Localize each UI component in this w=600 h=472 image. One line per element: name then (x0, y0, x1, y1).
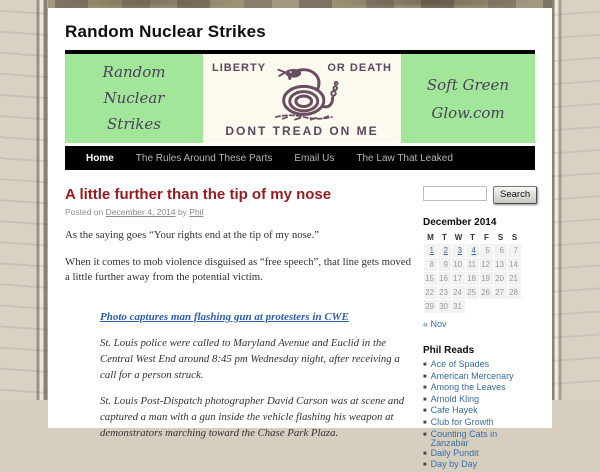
calendar-empty-cell (508, 300, 521, 313)
banner-script-line: Glow.com (431, 104, 505, 122)
calendar-day (438, 244, 451, 257)
blogroll-heading: Phil Reads (423, 345, 475, 356)
calendar-day: 6 (494, 244, 507, 257)
list-item (423, 460, 535, 472)
calendar-day: 21 (508, 272, 521, 285)
calendar-day-header: W (454, 233, 463, 242)
banner-script-line: Strikes (107, 115, 161, 133)
list-item (423, 430, 535, 449)
blogroll-link[interactable]: Daily Pundit (430, 447, 479, 458)
blockquote-paragraph: St. Louis Post-Dispatch photographer David Carson was at scene and captured a man with a gun inside the vehicle flashing his weapon at demonstrators marching toward the Chase Park Plaza. (100, 395, 405, 439)
calendar-day: 20 (494, 272, 507, 285)
calendar-day: 12 (480, 258, 493, 271)
calendar-week (424, 272, 521, 285)
calendar-day: 18 (466, 272, 479, 285)
calendar-empty-cell (494, 300, 507, 313)
nav-item-rules[interactable]: The Rules Around These Parts (135, 152, 273, 164)
meta-connector: by (175, 207, 190, 217)
blogroll-link[interactable]: Counting Cats in Zanzabar (430, 428, 498, 449)
main-area (48, 186, 552, 472)
list-item (423, 418, 535, 430)
calendar-caption: December 2014 (423, 217, 497, 228)
calendar-day: 29 (424, 300, 437, 313)
calendar-day-header: S (497, 233, 504, 242)
calendar-day: 19 (480, 272, 493, 285)
search-input[interactable] (423, 186, 487, 201)
bullet-icon: ■ (423, 373, 427, 380)
banner-script-line: Random (102, 63, 166, 81)
nav-item-law[interactable]: The Law That Leaked (356, 152, 453, 164)
flag-dont-tread-text: DONT TREAD ON ME (225, 124, 379, 138)
flag-liberty-text: LIBERTY (212, 62, 267, 74)
calendar-day: 5 (480, 244, 493, 257)
gadsden-flag-panel (203, 54, 401, 143)
calendar-week (424, 258, 521, 271)
calendar-day: 13 (494, 258, 507, 271)
banner-script-line: Soft Green (426, 76, 510, 94)
calendar-empty-cell (466, 300, 479, 313)
calendar-day: 11 (466, 258, 479, 271)
calendar-day (452, 244, 465, 257)
calendar-day: 27 (494, 286, 507, 299)
calendar-day-link[interactable]: 1 (429, 246, 434, 255)
calendar-day: 28 (508, 286, 521, 299)
blogroll-list (423, 360, 535, 472)
calendar-day: 17 (452, 272, 465, 285)
post-date-link[interactable]: December 4, 2014 (105, 207, 176, 217)
post-paragraph: When it comes to mob violence disguised as “free speech”, that line gets moved a little further away from the potential victim. (65, 255, 411, 284)
bullet-icon: ■ (423, 396, 427, 403)
calendar-day: 10 (452, 258, 465, 271)
header-banner (65, 50, 535, 143)
calendar-day: 22 (424, 286, 437, 299)
nav-item-email[interactable]: Email Us (294, 152, 335, 164)
list-item (423, 360, 535, 372)
page-container (48, 8, 552, 470)
search-button[interactable]: Search (493, 186, 537, 204)
calendar-day-link[interactable]: 3 (457, 246, 462, 255)
bullet-icon: ■ (423, 408, 427, 415)
calendar-day-header: M (427, 233, 434, 242)
bullet-icon: ■ (423, 419, 427, 426)
calendar-day-link[interactable]: 4 (471, 246, 476, 255)
calendar-day: 25 (466, 286, 479, 299)
post-meta (65, 207, 417, 217)
calendar-day: 24 (452, 286, 465, 299)
calendar-day: 8 (424, 258, 437, 271)
parchment-right-strip (552, 0, 600, 400)
blogroll-link[interactable]: Ace of Spades (430, 359, 490, 369)
blogroll-link[interactable]: Day by Day (430, 459, 478, 470)
calendar-day: 31 (452, 300, 465, 313)
blogroll-link[interactable]: Club for Growth (430, 416, 494, 427)
main-nav (65, 146, 535, 170)
calendar-day: 15 (424, 272, 437, 285)
blogroll-link[interactable]: American Mercenary (430, 370, 514, 381)
calendar-day (424, 244, 437, 257)
post-content (65, 186, 417, 472)
calendar-week (424, 300, 521, 313)
parchment-left-strip (0, 0, 48, 400)
bullet-icon: ■ (423, 431, 427, 438)
site-title: Random Nuclear Strikes (65, 22, 266, 41)
blockquote-paragraph: St. Louis police were called to Maryland Avenue and Euclid in the Central West End around 8:45 pm Wednesday night, after receiving a call for a person struck. (100, 337, 400, 381)
calendar-day-header: T (442, 233, 447, 242)
banner-left-panel (65, 54, 203, 143)
calendar-day-header: T (470, 233, 475, 242)
calendar-prev-month-link[interactable]: « Nov (423, 319, 447, 329)
calendar-day-header: F (484, 233, 489, 242)
calendar-day: 9 (438, 258, 451, 271)
calendar-day (466, 244, 479, 257)
calendar-day: 30 (438, 300, 451, 313)
bullet-icon: ■ (423, 462, 427, 469)
post-title[interactable]: A little further than the tip of my nose (65, 186, 332, 203)
flag-or-death-text: OR DEATH (327, 62, 392, 74)
blogroll-link[interactable]: Cafe Hayek (430, 405, 478, 416)
calendar-empty-cell (480, 300, 493, 313)
blockquote-article-link[interactable]: Photo captures man flashing gun at protesters in CWE (100, 310, 349, 323)
sidebar (423, 186, 535, 472)
banner-script-line: Nuclear (103, 89, 165, 107)
blogroll-link[interactable]: Arnold Kling (430, 393, 480, 404)
post-paragraph: As the saying goes “Your rights end at the tip of my nose.” (65, 229, 320, 241)
bullet-icon: ■ (423, 362, 427, 368)
post-author-link[interactable]: Phil (189, 207, 204, 217)
calendar-day-header: S (511, 233, 518, 242)
calendar-day: 16 (438, 272, 451, 285)
gadsden-snake-icon (227, 64, 377, 125)
calendar-day: 23 (438, 286, 451, 299)
meta-prefix: Posted on (65, 207, 106, 217)
post-blockquote (100, 299, 413, 441)
search-widget (423, 186, 535, 204)
calendar-week (424, 244, 521, 257)
banner-right-panel (401, 54, 535, 143)
nav-item-home[interactable]: Home (86, 152, 114, 164)
calendar-table (423, 231, 522, 314)
blogroll-link[interactable]: Among the Leaves (430, 382, 506, 393)
bullet-icon: ■ (423, 385, 427, 392)
calendar-day: 14 (508, 258, 521, 271)
calendar-week (424, 286, 521, 299)
calendar-day-link[interactable]: 2 (443, 246, 448, 255)
calendar-day: 7 (508, 244, 521, 257)
calendar-day: 26 (480, 286, 493, 299)
bullet-icon: ■ (423, 450, 427, 457)
